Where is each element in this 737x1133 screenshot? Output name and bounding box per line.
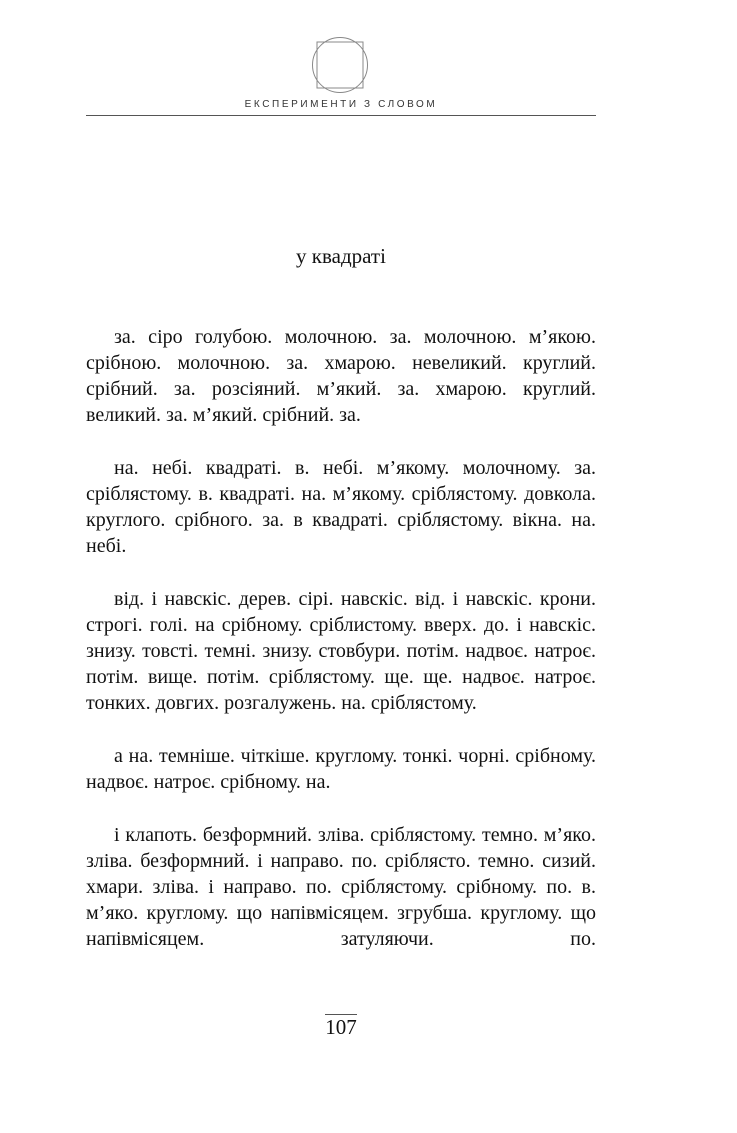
poem-paragraph: на. небі. квадраті. в. небі. м’якому. молочному. за. сріблястому. в. квадраті. на. м’якому. сріблястому. довкола. круглого. срібного. за. в квадраті. сріблястому. вікна. на. небі. (86, 457, 596, 557)
poem-paragraph: і клапоть. безформний. зліва. сріблястому. темно. м’яко. зліва. безформний. і направо. по. сріблясто. темно. сизий. хмари. зліва. і направо. по. сріблястому. срібному. по. в. м’яко. круглому. що напівмісяцем. згрубша. круглому. що напівмісяцем. затуляючи. по. (86, 824, 596, 950)
square-in-circle-logo-icon (311, 36, 369, 94)
page-number: 107 (325, 1015, 357, 1039)
poem-paragraph: а на. темніше. чіткіше. круглому. тонкі. чорні. срібному. надвоє. натроє. срібному. на. (86, 745, 596, 793)
header-rule (86, 115, 596, 116)
running-head: ЕКСПЕРИМЕНТИ З СЛОВОМ (244, 99, 438, 110)
poem-body (86, 324, 596, 952)
poem-paragraph: за. сіро голубою. молочною. за. молочною. м’якою. срібною. молочною. за. хмарою. невеликий. круглий. срібний. за. розсіяний. м’який. за. хмарою. круглий. великий. за. м’який. срібний. за. (86, 326, 596, 426)
poem-title: у квадраті (296, 244, 386, 268)
page-number-container (86, 1014, 596, 1040)
poem-paragraph: від. і навскіс. дерев. сірі. навскіс. від. і навскіс. крони. строгі. голі. на срібному. сріблистому. вверх. до. і навскіс. знизу. товсті. темні. знизу. стовбури. потім. надвоє. натроє. потім. вище. потім. сріблястому. ще. ще. надвоє. натроє. тонких. довгих. розгалужень. на. сріблястому. (86, 588, 596, 714)
